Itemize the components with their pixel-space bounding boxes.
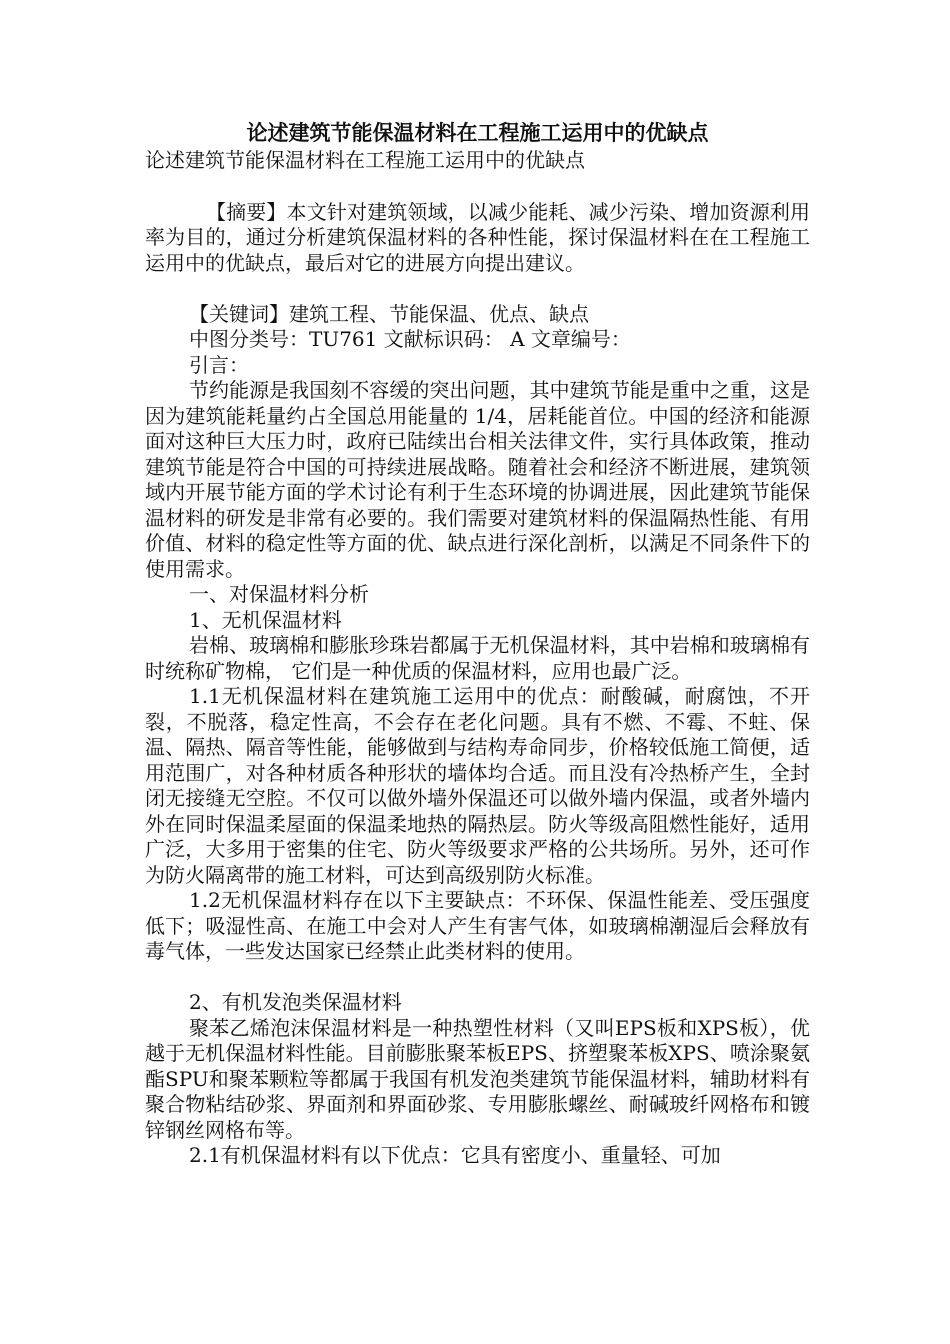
section2-1-paragraph: 2.1有机保温材料有以下优点：它具有密度小、重量轻、可加 (189, 1143, 721, 1167)
section2-heading: 2、有机发泡类保温材料 (189, 990, 402, 1014)
section2-paragraph: 聚苯乙烯泡沫保温材料是一种热塑性材料（又叫EPS板和XPS板），优越于无机保温材料性能。目前膨胀聚苯板EPS、挤塑聚苯板XPS、喷涂聚氨酯SPU和聚苯颗粒等都属于我国有机发泡类建筑节能保温材料，辅助材料有聚合物粘结砂浆、界面剂和界面砂浆、专用膨胀螺丝、耐碱玻纤网格布和镀锌钢丝网格布等。 (145, 1015, 810, 1142)
paragraph-gap (145, 276, 810, 302)
document-subtitle: 论述建筑节能保温材料在工程施工运用中的优缺点 (145, 148, 585, 172)
section1-heading: 一、对保温材料分析 (189, 582, 369, 606)
section1-1-heading: 1、无机保温材料 (189, 607, 342, 632)
section1-1-1-paragraph: 1.1无机保温材料在建筑施工运用中的优点：耐酸碱，耐腐蚀，不开裂，不脱落，稳定性高，不会存在老化问题。具有不燃、不霉、不蛀、保温、隔热、隔音等性能，能够做到与结构寿命同步，价格较低施工简便，适用范围广，对各种材质各种形状的墙体均合适。而且没有冷热桥产生，全封闭无接缝无空腔。不仅可以做外墙外保温还可以做外墙内保温，或者外墙内外在同时保温柔屋面的保温柔地热的隔热层。防火等级高阻燃性能好，适用广泛，大多用于密集的住宅、防火等级要求严格的公共场所。另外，还可作为防火隔离带的施工材料，可达到高级别防火标准。 (145, 684, 810, 887)
section1-1-2-paragraph: 1.2无机保温材料存在以下主要缺点：不环保、保温性能差、受压强度低下；吸湿性高、在施工中会对人产生有害气体，如玻璃棉潮湿后会释放有毒气体，一些发达国家已经禁止此类材料的使用。 (145, 888, 810, 963)
document-title: 论述建筑节能保温材料在工程施工运用中的优缺点 (246, 120, 709, 145)
abstract-paragraph: 【摘要】本文针对建筑领域，以减少能耗、减少污染、增加资源利用率为目的，通过分析建筑保温材料的各种性能，探讨保温材料在在工程施工运用中的优缺点，最后对它的进展方向提出建议。 (145, 199, 810, 275)
intro-paragraph: 节约能源是我国刻不容缓的突出问题，其中建筑节能是重中之重，这是因为建筑能耗量约占全国总用能量的 1/4，居耗能首位。中国的经济和能源面对这种巨大压力时，政府已陆续出台相关法律文件，实行具体政策，推动建筑节能是符合中国的可持续进展战略。随着社会和经济不断进展，建筑领域内开展节能方面的学术讨论有利于生态环境的协调进展，因此建筑节能保温材料的研发是非常有必要的。我们需要对建筑材料的保温隔热性能、有用价值、材料的稳定性等方面的优、缺点进行深化剖析，以满足不同条件下的使用需求。 (145, 378, 810, 581)
paragraph-gap (145, 965, 810, 991)
document-page (145, 120, 810, 1169)
intro-heading: 引言： (189, 352, 249, 377)
section1-1-paragraph: 岩棉、玻璃棉和膨胀珍珠岩都属于无机保温材料，其中岩棉和玻璃棉有时统称矿物棉， 它们是一种优质的保温材料，应用也最广泛。 (145, 633, 810, 683)
classification-line: 中图分类号：TU761 文献标识码： A 文章编号： (189, 327, 631, 351)
keywords-line: 【关键词】建筑工程、节能保温、优点、缺点 (189, 301, 589, 326)
